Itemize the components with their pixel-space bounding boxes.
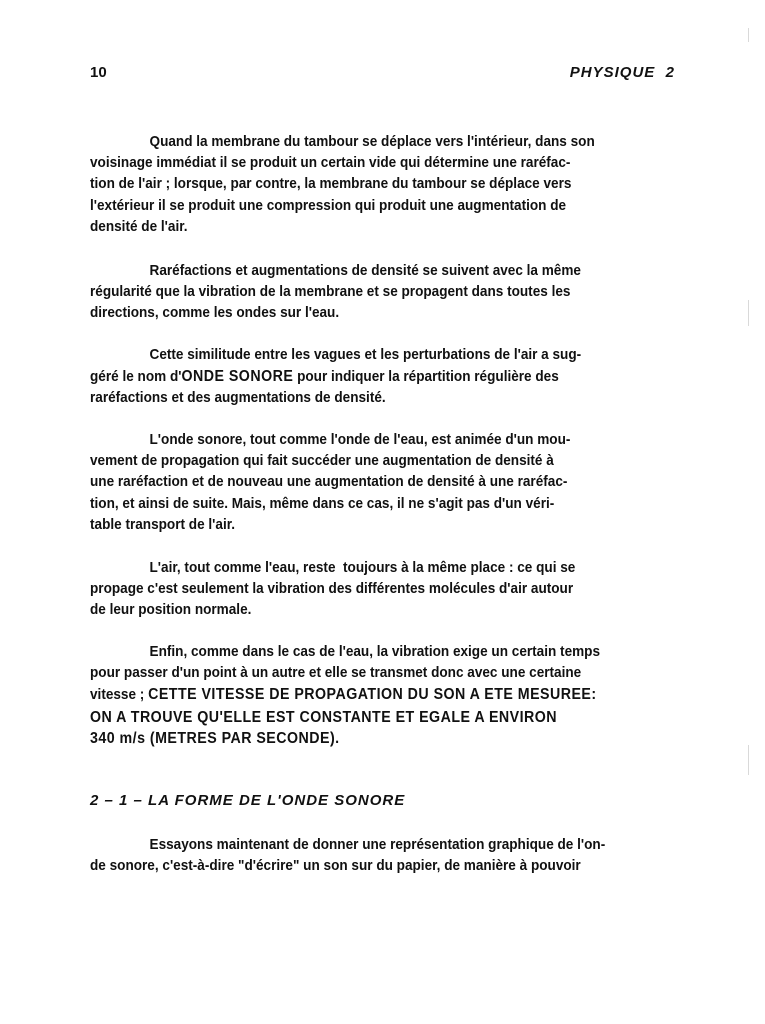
text-line: Raréfactions et augmentations de densité se suivent avec la même	[149, 263, 581, 279]
scan-edge-mark	[748, 300, 749, 326]
paragraph-6	[90, 642, 641, 749]
text-line: Essayons maintenant de donner une représentation graphique de l'on-	[149, 837, 606, 853]
text-line: ON A TROUVE QU'ELLE EST CONSTANTE ET EGALE A ENVIRON	[90, 708, 558, 726]
paragraph-3	[90, 345, 641, 410]
paragraph-5	[90, 558, 641, 622]
paragraph-1	[90, 132, 641, 238]
text-line	[90, 684, 641, 706]
section-paragraph	[90, 835, 641, 877]
text-line: tion, et ainsi de suite. Mais, même dans ce cas, il ne s'agit pas d'un véri-	[90, 495, 555, 512]
text-line: densité de l'air.	[90, 218, 188, 235]
emphasis-speed: CETTE VITESSE DE PROPAGATION DU SON A ETE MESUREE:	[148, 686, 597, 704]
scan-edge-mark	[748, 745, 749, 775]
page-number: 10	[90, 64, 107, 81]
text-line: vement de propagation qui fait succéder une augmentation de densité à	[90, 453, 554, 470]
text-line: table transport de l'air.	[90, 516, 236, 533]
emphasis-onde-sonore: ONDE SONORE	[181, 368, 294, 386]
paragraph-2	[90, 261, 641, 325]
text-line: 340 m/s (METRES PAR SECONDE).	[90, 729, 340, 747]
running-title: PHYSIQUE 2	[569, 64, 675, 81]
text-line: pour passer d'un point à un autre et elle se transmet donc avec une certaine	[90, 665, 582, 682]
text-line: raréfactions et des augmentations de densité.	[90, 390, 386, 407]
text-line: de sonore, c'est-à-dire "d'écrire" un son sur du papier, de manière à pouvoir	[90, 858, 581, 875]
scan-edge-mark	[748, 28, 749, 42]
text-segment: géré le nom d'	[90, 369, 182, 386]
text-line: Cette similitude entre les vagues et les perturbations de l'air a sug-	[149, 347, 582, 363]
text-line: directions, comme les ondes sur l'eau.	[90, 305, 340, 322]
text-line: l'extérieur il se produit une compression qui produit une augmentation de	[90, 197, 567, 214]
text-line: Enfin, comme dans le cas de l'eau, la vibration exige un certain temps	[149, 644, 601, 660]
text-line: Quand la membrane du tambour se déplace vers l'intérieur, dans son	[149, 134, 595, 150]
text-line: une raréfaction et de nouveau une augmentation de densité à une raréfac-	[90, 474, 568, 491]
paragraph-4	[90, 430, 641, 536]
text-line: voisinage immédiat il se produit un certain vide qui détermine une raréfac-	[90, 155, 571, 172]
text-line: L'air, tout comme l'eau, reste toujours à la même place : ce qui se	[149, 560, 576, 576]
text-segment: vitesse ;	[90, 687, 149, 704]
text-segment: pour indiquer la répartition régulière des	[293, 369, 559, 386]
text-line: propage c'est seulement la vibration des différentes molécules d'air autour	[90, 581, 574, 598]
text-line: de leur position normale.	[90, 602, 252, 619]
section-heading: 2 – 1 – LA FORME DE L'ONDE SONORE	[90, 792, 406, 809]
text-line: L'onde sonore, tout comme l'onde de l'eau, est animée d'un mou-	[149, 432, 571, 448]
text-line	[90, 366, 641, 388]
text-line: tion de l'air ; lorsque, par contre, la membrane du tambour se déplace vers	[90, 176, 572, 193]
text-line: régularité que la vibration de la membrane et se propagent dans toutes les	[90, 284, 571, 301]
